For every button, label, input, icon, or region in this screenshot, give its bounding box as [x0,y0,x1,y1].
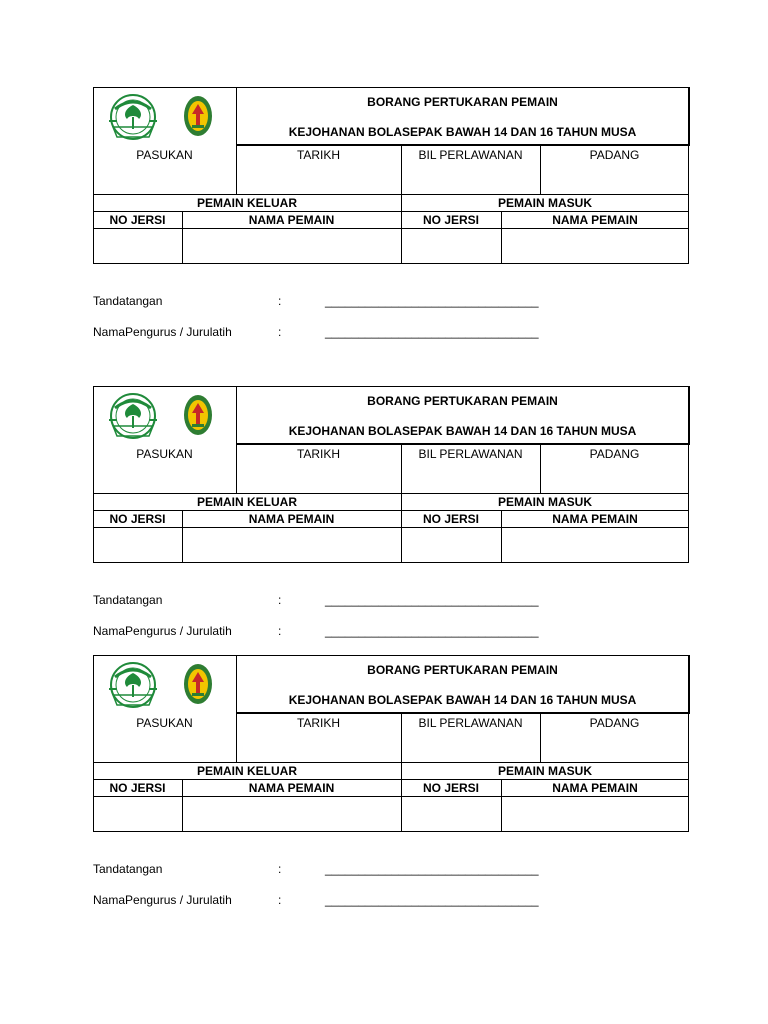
manager-name-blank-line[interactable]: ________________________________ [325,325,539,339]
district-badge-icon [183,663,213,705]
form-subtitle: KEJOHANAN BOLASEPAK BAWAH 14 DAN 16 TAHUN MUSA [288,125,637,139]
manager-name-blank-line[interactable]: ________________________________ [325,624,539,638]
form-title: BORANG PERTUKARAN PEMAIN [367,95,558,109]
header-padang: PADANG [589,447,640,461]
signature-label: Tandatangan [93,593,163,607]
logo-area [95,656,235,712]
manager-name-label: NamaPengurus / Jurulatih [93,325,232,339]
colon: : [278,294,282,308]
player-exchange-form [93,386,689,638]
manager-name-row [93,893,693,911]
header-pemain-masuk: PEMAIN MASUK [497,764,592,778]
form-title: BORANG PERTUKARAN PEMAIN [367,394,558,408]
header-padang: PADANG [589,148,640,162]
signature-blank-line[interactable]: ________________________________ [325,593,539,607]
form-title: BORANG PERTUKARAN PEMAIN [367,663,558,677]
manager-name-row [93,624,693,642]
signature-row [93,862,693,880]
header-no-jersi-keluar: NO JERSI [109,512,166,526]
logo-area [95,387,235,443]
header-tarikh: TARIKH [296,447,341,461]
signature-label: Tandatangan [93,862,163,876]
header-pemain-keluar: PEMAIN KELUAR [196,495,297,509]
header-nama-pemain-keluar: NAMA PEMAIN [248,512,335,526]
colon: : [278,862,282,876]
colon: : [278,624,282,638]
school-seal-icon [107,91,159,143]
school-seal-icon [107,390,159,442]
header-padang: PADANG [589,716,640,730]
header-bil-perlawanan: BIL PERLAWANAN [418,716,523,730]
header-no-jersi-masuk: NO JERSI [422,781,479,795]
form-table [93,87,689,264]
header-pemain-masuk: PEMAIN MASUK [497,495,592,509]
signature-label: Tandatangan [93,294,163,308]
header-nama-pemain-masuk: NAMA PEMAIN [552,781,638,795]
header-pasukan: PASUKAN [136,148,193,162]
header-pasukan: PASUKAN [136,716,193,730]
district-badge-icon [183,95,213,137]
header-no-jersi-keluar: NO JERSI [109,781,166,795]
header-no-jersi-masuk: NO JERSI [422,213,479,227]
header-pemain-keluar: PEMAIN KELUAR [196,764,297,778]
signature-blank-line[interactable]: ________________________________ [325,294,539,308]
signature-row [93,294,693,312]
school-seal-icon [107,659,159,711]
logo-area [95,88,235,144]
colon: : [278,325,282,339]
header-tarikh: TARIKH [296,148,341,162]
signature-blank-line[interactable]: ________________________________ [325,862,539,876]
player-exchange-form [93,655,689,907]
header-no-jersi-keluar: NO JERSI [109,213,166,227]
header-pasukan: PASUKAN [136,447,193,461]
colon: : [278,593,282,607]
manager-name-blank-line[interactable]: ________________________________ [325,893,539,907]
header-tarikh: TARIKH [296,716,341,730]
manager-name-row [93,325,693,343]
header-pemain-keluar: PEMAIN KELUAR [196,196,297,210]
header-nama-pemain-masuk: NAMA PEMAIN [552,512,638,526]
manager-name-label: NamaPengurus / Jurulatih [93,624,232,638]
player-exchange-form [93,87,689,339]
colon: : [278,893,282,907]
signature-row [93,593,693,611]
district-badge-icon [183,394,213,436]
header-bil-perlawanan: BIL PERLAWANAN [418,148,523,162]
header-no-jersi-masuk: NO JERSI [422,512,479,526]
manager-name-label: NamaPengurus / Jurulatih [93,893,232,907]
form-table [93,655,689,832]
header-pemain-masuk: PEMAIN MASUK [497,196,592,210]
form-subtitle: KEJOHANAN BOLASEPAK BAWAH 14 DAN 16 TAHUN MUSA [288,424,637,438]
header-nama-pemain-keluar: NAMA PEMAIN [248,781,335,795]
header-nama-pemain-keluar: NAMA PEMAIN [248,213,335,227]
form-table [93,386,689,563]
form-subtitle: KEJOHANAN BOLASEPAK BAWAH 14 DAN 16 TAHUN MUSA [288,693,637,707]
header-bil-perlawanan: BIL PERLAWANAN [418,447,523,461]
header-nama-pemain-masuk: NAMA PEMAIN [552,213,638,227]
